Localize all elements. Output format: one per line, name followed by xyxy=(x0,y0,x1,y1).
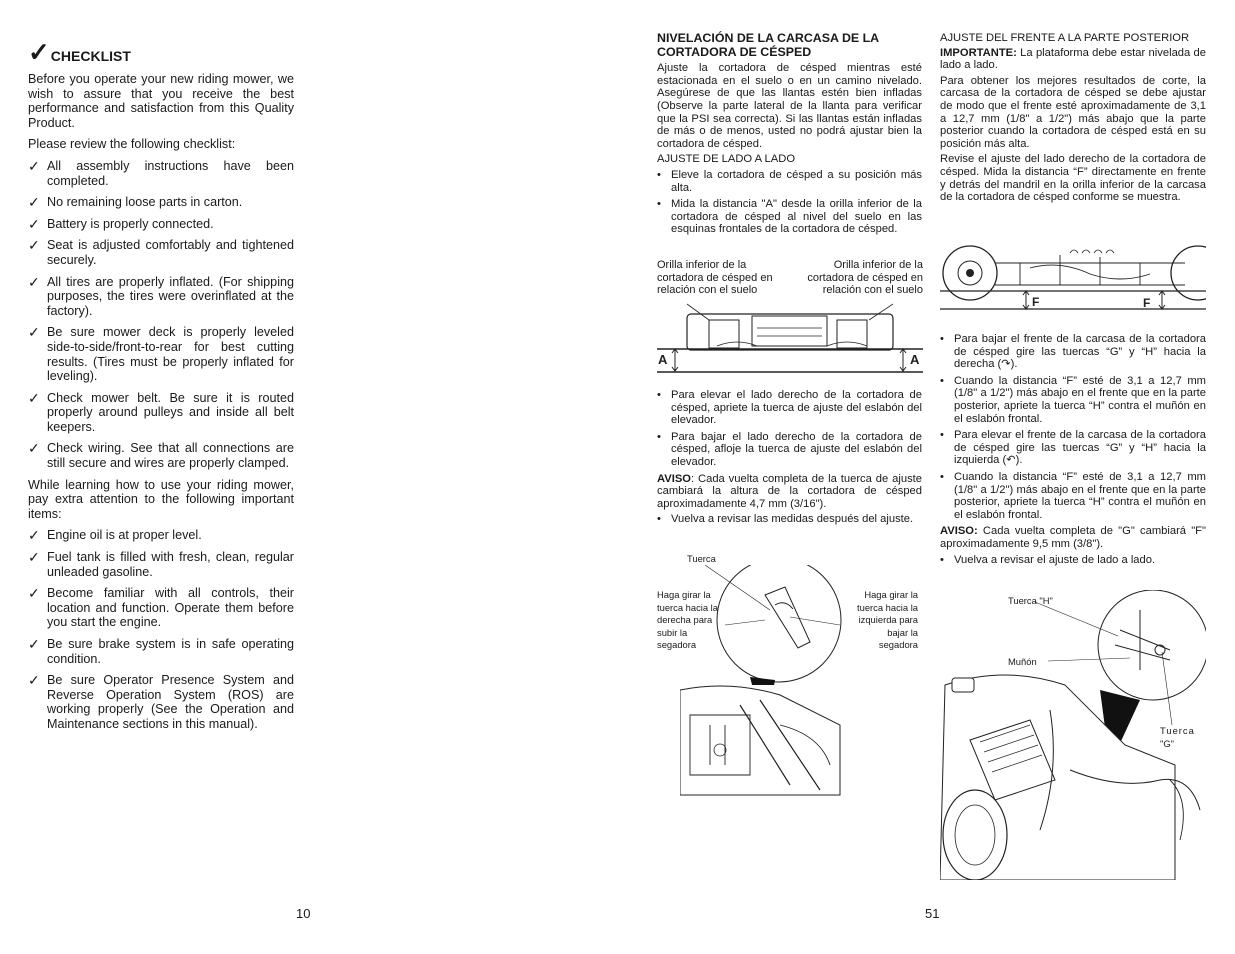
aviso-paragraph: AVISO: Cada vuelta completa de "G" cambiará "F" aproximadamente 9,5 mm (3/8"). xyxy=(940,525,1206,550)
checklist-item: ✓ Seat is adjusted comfortably and tightened securely. xyxy=(28,238,294,267)
fig-label-tuerca-g-1: Tuerca xyxy=(1160,725,1195,736)
aviso-paragraph: AVISO: Cada vuelta completa de la tuerca de ajuste cambiará la altura de la cortadora de césped aproximadamente 4,7 mm (3/16"). xyxy=(657,472,922,510)
nivelacion-section xyxy=(657,32,922,240)
page-number-right: 51 xyxy=(925,906,940,921)
bullet-item: • Para bajar el frente de la carcasa de la cortadora de césped gire las tuercas “G” y “H” hacia la derecha (↷). xyxy=(940,333,1206,371)
checklist-item: ✓ Battery is properly connected. xyxy=(28,217,294,232)
paragraph: Para obtener los mejores resultados de corte, la carcasa de la cortadora de césped se debe ajustar de modo que el frente esté aproximadamente de 3,1 a 12,7 mm (1/8" a 1/2") más abajo que la parte posterior cuando la cortadora de césped está en su posición más alta. xyxy=(940,74,1206,150)
page-number-left: 10 xyxy=(296,906,311,921)
subheading: AJUSTE DEL FRENTE A LA PARTE POSTERIOR xyxy=(940,32,1190,44)
while-learning-paragraph: While learning how to use your riding mower, pay extra attention to the following important items: xyxy=(28,477,294,521)
figure-caption-right: Orilla inferior de la cortadora de césped en relación con el suelo xyxy=(807,259,923,297)
checklist-item: ✓ Be sure Operator Presence System and Reverse Operation System (ROS) are working properly (See the Operation and Maintenance sections in this manual). xyxy=(28,673,294,731)
bullet-list xyxy=(657,513,922,526)
nivelacion-section-2 xyxy=(657,389,922,530)
fig-label-tuerca: Tuerca xyxy=(687,553,716,564)
importante-paragraph: IMPORTANTE: La plataforma debe estar nivelada de lado a lado. xyxy=(940,46,1206,72)
section-heading: NIVELACIÓN DE LA CARCASA DE LA CORTADORA DE CÉSPED xyxy=(657,31,879,59)
checklist-item: ✓ Be sure brake system is in safe operating condition. xyxy=(28,637,294,666)
paragraph: Revise el ajuste del lado derecho de la cortadora de césped. Mida la distancia “F” directamente en frente y detrás del mandril en la orilla inferior de la carcasa de la cortadora de césped conforme se muestra. xyxy=(940,153,1206,204)
bullet-list xyxy=(940,333,1206,521)
bullet-item: • Para elevar el lado derecho de la cortadora de césped, apriete la tuerca de ajuste del eslabón del elevador. xyxy=(657,389,922,427)
review-paragraph: Please review the following checklist: xyxy=(28,137,236,152)
bullet-list xyxy=(940,554,1206,567)
bullet-item: • Vuelva a revisar el ajuste de lado a lado. xyxy=(940,554,1206,567)
label-f-rear: F xyxy=(1143,296,1151,310)
bullet-item: • Vuelva a revisar las medidas después del ajuste. xyxy=(657,513,922,526)
checklist-item: ✓ All tires are properly inflated. (For shipping purposes, the tires were overinflated at the factory). xyxy=(28,275,294,319)
checklist-item: ✓ Check mower belt. Be sure it is routed properly around pulleys and inside all belt keepers. xyxy=(28,391,294,435)
ajuste-frente-instructions xyxy=(940,333,1206,570)
subheading: AJUSTE DE LADO A LADO xyxy=(657,153,796,166)
bullet-list xyxy=(657,389,922,469)
fig-label-tuerca-g-2: "G" xyxy=(1160,738,1174,749)
checklist-item: ✓ Fuel tank is filled with fresh, clean, regular unleaded gasoline. xyxy=(28,550,294,579)
fig-label-turn-right: Haga girar la tuerca hacia la derecha para subir la segadora xyxy=(657,589,718,650)
deck-front-rear-figure xyxy=(940,243,1206,313)
checkmark-icon: ✓ xyxy=(28,37,50,67)
bullet-item: • Eleve la cortadora de césped a su posición más alta. xyxy=(657,169,922,194)
bullet-item: • Cuando la distancia “F” esté de 3,1 a 12,7 mm (1/8" a 1/2") más abajo en el frente que en la parte posterior, apriete la tuerca “H” contra el muñón en el eslabón frontal. xyxy=(940,471,1206,521)
checklist-2 xyxy=(28,528,294,731)
deck-side-figure xyxy=(657,296,923,376)
label-a-right: A xyxy=(910,352,920,367)
figure-caption-left: Orilla inferior de la cortadora de césped en relación con el suelo xyxy=(657,259,773,297)
bullet-item: • Para elevar el frente de la carcasa de la cortadora de césped gire las tuercas “G” y “H” hacia la izquierda (↶). xyxy=(940,429,1206,467)
bullet-item: • Mida la distancia "A" desde la orilla inferior de la cortadora de césped al nivel del suelo en las esquinas frontales de la cortadora de césped. xyxy=(657,198,922,236)
checklist-item: ✓ Be sure mower deck is properly leveled side-to-side/front-to-rear for best cutting results. (Tires must be properly inflated for leveling). xyxy=(28,325,294,383)
checklist-section xyxy=(28,37,294,739)
checklist-item: ✓ No remaining loose parts in carton. xyxy=(28,195,294,210)
bullet-list xyxy=(657,169,922,236)
bullet-item: • Cuando la distancia “F” esté de 3,1 a 12,7 mm (1/8" a 1/2") más abajo en el frente que en la parte posterior, apriete la tuerca “H” contra el muñón en el eslabón frontal. xyxy=(940,375,1206,425)
fig-label-tuerca-h: Tuerca "H" xyxy=(1008,595,1053,606)
checklist-item: ✓ Become familiar with all controls, their location and function. Operate them before you start the engine. xyxy=(28,586,294,630)
checklist-item: ✓ All assembly instructions have been completed. xyxy=(28,159,294,188)
fig-label-munon: Muñón xyxy=(1008,656,1037,667)
label-f-front: F xyxy=(1032,295,1040,309)
ajuste-frente-section xyxy=(940,32,1206,207)
checklist-title: ✓ CHECKLIST xyxy=(28,37,131,67)
bullet-item: • Para bajar el lado derecho de la cortadora de césped, afloje la tuerca de ajuste del eslabón del elevador. xyxy=(657,431,922,469)
fig-label-turn-left: Haga girar la tuerca hacia la izquierda para bajar la segadora xyxy=(857,589,918,650)
checklist-item: ✓ Check wiring. See that all connections are still secure and wires are properly clamped. xyxy=(28,441,294,470)
nut-adjust-figure xyxy=(680,565,860,797)
paragraph: Ajuste la cortadora de césped mientras esté estacionada en el suelo o en un camino nivelado. Asegúrese de que las llantas estén bien infladas (Observe la parte lateral de la llanta para verificar que la PSI sea correcta). Si las llantas están infladas de más o de menos, usted no podrá ajustar bien la cortadora de césped. xyxy=(657,62,922,150)
checklist-item: ✓ Engine oil is at proper level. xyxy=(28,528,294,543)
label-a-left: A xyxy=(658,352,668,367)
checklist-1 xyxy=(28,159,294,471)
intro-paragraph: Before you operate your new riding mower, we wish to assure that you receive the best performance and satisfaction from this Quality Product. xyxy=(28,72,294,130)
front-link-figure xyxy=(940,590,1206,880)
